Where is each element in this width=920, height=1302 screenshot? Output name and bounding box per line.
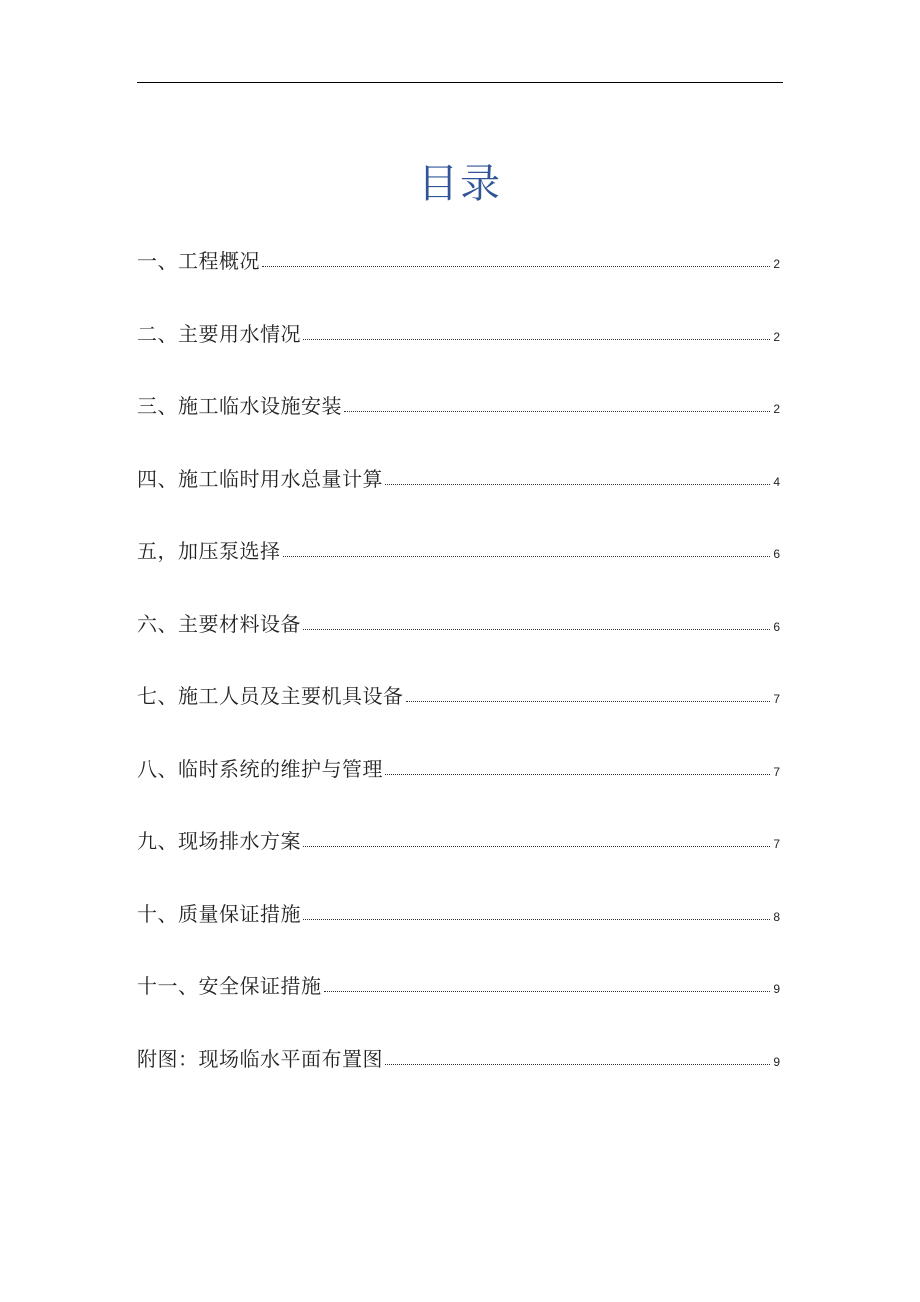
toc-entry-label: 一、工程概况: [137, 249, 260, 273]
toc-entry-label: 九、现场排水方案: [137, 829, 301, 853]
header-rule: [137, 82, 783, 83]
toc-dot-leader: [283, 556, 771, 557]
toc-entry-label: 六、主要材料设备: [137, 611, 301, 636]
toc-entry-label: 四、施工临时用水总量计算: [137, 466, 383, 491]
toc-entry-page: 4: [773, 474, 780, 489]
toc-dot-leader: [324, 991, 771, 992]
toc-entry[interactable]: [137, 313, 780, 386]
toc-entry[interactable]: [137, 603, 780, 676]
toc-title: 目录: [418, 161, 502, 207]
toc-dot-leader: [303, 919, 770, 920]
toc-dot-leader: [303, 846, 770, 847]
toc-entry-label: 七、施工人员及主要机具设备: [137, 684, 404, 708]
toc-dot-leader: [406, 701, 771, 702]
toc-entry[interactable]: [137, 893, 780, 966]
toc-entry[interactable]: [137, 385, 780, 458]
toc-entry-label: 十一、安全保证措施: [137, 974, 322, 998]
toc-list: [137, 240, 780, 1110]
toc-entry-page: 7: [773, 764, 780, 779]
toc-entry[interactable]: [137, 458, 780, 531]
toc-dot-leader: [385, 774, 770, 775]
toc-entry[interactable]: [137, 820, 780, 893]
toc-dot-leader: [303, 629, 770, 630]
toc-entry[interactable]: [137, 530, 780, 603]
toc-dot-leader: [344, 411, 770, 412]
toc-entry[interactable]: [137, 240, 780, 313]
toc-dot-leader: [385, 484, 770, 485]
toc-entry[interactable]: [137, 1038, 780, 1111]
toc-entry[interactable]: [137, 965, 780, 1038]
toc-entry[interactable]: [137, 748, 780, 821]
toc-entry-page: 2: [773, 329, 780, 344]
toc-entry-label: 十、质量保证措施: [137, 901, 301, 926]
toc-entry-label: 五，加压泵选择: [137, 539, 281, 563]
toc-entry-page: 8: [773, 909, 780, 924]
toc-entry-label: 八、临时系统的维护与管理: [137, 756, 383, 781]
toc-entry-page: 6: [773, 547, 780, 561]
toc-entry-page: 6: [773, 619, 780, 634]
toc-entry-page: 7: [773, 692, 780, 706]
toc-entry-page: 7: [773, 837, 780, 851]
toc-entry-page: 9: [773, 982, 780, 996]
toc-dot-leader: [303, 339, 770, 340]
toc-entry-page: 9: [773, 1054, 780, 1069]
toc-entry-label: 附图：现场临水平面布置图: [137, 1046, 383, 1071]
toc-entry-label: 三、施工临水设施安装: [137, 394, 342, 418]
toc-entry[interactable]: [137, 675, 780, 748]
toc-entry-label: 二、主要用水情况: [137, 321, 301, 346]
toc-dot-leader: [385, 1064, 770, 1065]
toc-entry-page: 2: [773, 402, 780, 416]
toc-entry-page: 2: [773, 257, 780, 271]
toc-dot-leader: [262, 266, 770, 267]
